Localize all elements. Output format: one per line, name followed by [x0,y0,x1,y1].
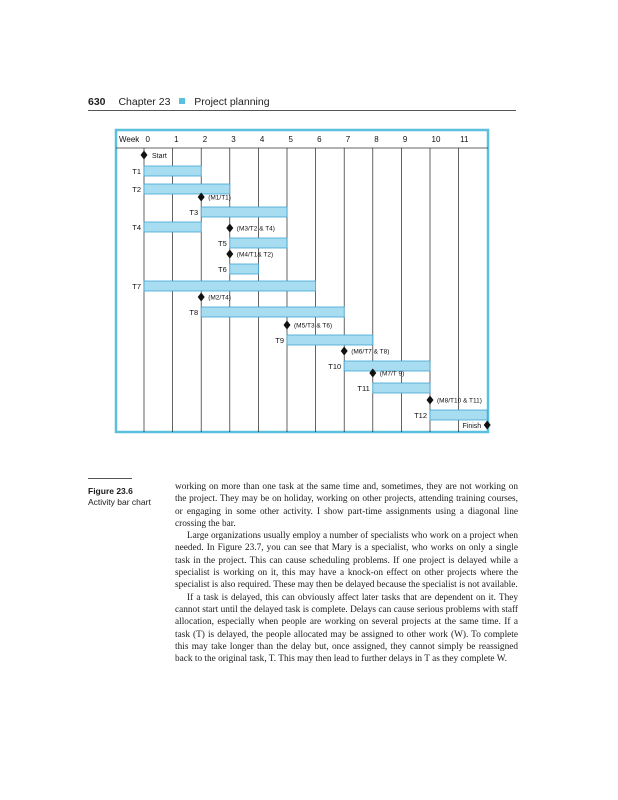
page-number: 630 [88,96,106,108]
task-label-t5: T5 [218,239,227,248]
milestone-label: (M3/T2 & T4) [236,225,275,233]
task-label-t7: T7 [132,282,141,291]
milestone-label: (M8/T10 & T11) [437,397,482,405]
finish-label: Finish [462,423,482,430]
milestone-label: (M7/T 9) [379,370,405,378]
figure-caption: Activity bar chart [88,497,151,507]
week-tick-label: 9 [402,135,408,144]
task-bar-t11 [373,383,430,393]
task-bar-t7 [144,281,316,291]
task-bar-t3 [201,207,287,217]
task-bar-t8 [201,307,344,317]
paragraph: Large organizations usually employ a number of specialists who work on a project when needed. In Figure 23.7, you can see that Mary is a specialist, who works on only a single task in the project. This can cause scheduling problems. If one project is delayed while a specialist is working on it, this may have a knock-on effect on other projects where the specialist is also required. These may then be delayed because the specialist is not available. [175,531,518,591]
milestone-label: (M4/T1& T2) [236,251,274,259]
milestone-label: (M2/T4) [208,294,231,302]
task-label-t12: T12 [414,411,427,420]
milestone-diamond [226,224,233,233]
week-tick-label: 10 [431,135,441,144]
week-axis-label: Week [119,135,140,144]
section-title: Project planning [194,96,270,108]
task-label-t6: T6 [218,265,227,274]
start-milestone-diamond [141,151,148,160]
start-label: Start [152,153,167,160]
week-tick-label: 6 [317,135,322,144]
week-tick-label: 2 [202,135,208,144]
milestone-label: (M6/T7 & T8) [351,348,390,356]
week-tick-label: 11 [460,135,469,144]
task-label-t8: T8 [189,308,199,317]
task-bar-t2 [144,184,230,194]
task-label-t3: T3 [189,208,199,217]
paragraph: If a task is delayed, this can obviously affect later tasks that are dependent on it. They cannot start until the delayed task is complete. Delays can cause serious problems with staff allocation, especially when people are working on several projects at the same time. If a task (T) is delayed, the people allocated may be assigned to other work (W). To complete this may take longer than the delay but, once assigned, they cannot simply be reassigned back to the original task, T. This may then lead to further delays in T as they complete W. [175,592,518,665]
task-bar-t9 [287,335,373,345]
milestone-diamond [427,396,434,405]
milestone-diamond [284,321,291,330]
figure-caption-rule [88,478,132,479]
chapter-label: Chapter 23 [118,96,171,108]
milestone-diamond [341,347,348,356]
week-tick-label: 1 [174,135,179,144]
figure-number: Figure 23.6 [88,486,133,496]
milestone-diamond [226,250,233,259]
finish-milestone-diamond [484,421,491,430]
milestone-label: (M1/T1) [208,194,231,202]
task-label-t2: T2 [132,185,141,194]
week-tick-label: 4 [259,135,265,144]
week-tick-label: 3 [231,135,236,144]
task-bar-t5 [230,238,287,248]
task-bar-t6 [230,264,259,274]
task-label-t10: T10 [328,362,342,371]
task-label-t4: T4 [132,223,141,232]
body-text [175,481,518,665]
week-tick-label: 5 [288,135,293,144]
milestone-label: (M5/T3 & T6) [294,322,333,330]
task-label-t11: T11 [357,384,370,393]
paragraph: working on more than one task at the same time and, sometimes, they are not working on the project. They may be on holiday, working on other projects, attending training courses, or engaging in some other activity. I show part-time assignments using a diagonal line crossing the bar. [175,482,518,529]
task-bar-t4 [144,222,201,232]
task-bar-t1 [144,166,201,176]
week-tick-label: 7 [345,135,351,144]
task-bar-t10 [344,361,430,371]
week-tick-label: 0 [145,135,150,144]
task-label-t1: T1 [132,167,141,176]
week-tick-label: 8 [374,135,379,144]
task-label-t9: T9 [275,336,284,345]
task-bar-t12 [430,410,487,420]
milestone-diamond [198,293,205,302]
